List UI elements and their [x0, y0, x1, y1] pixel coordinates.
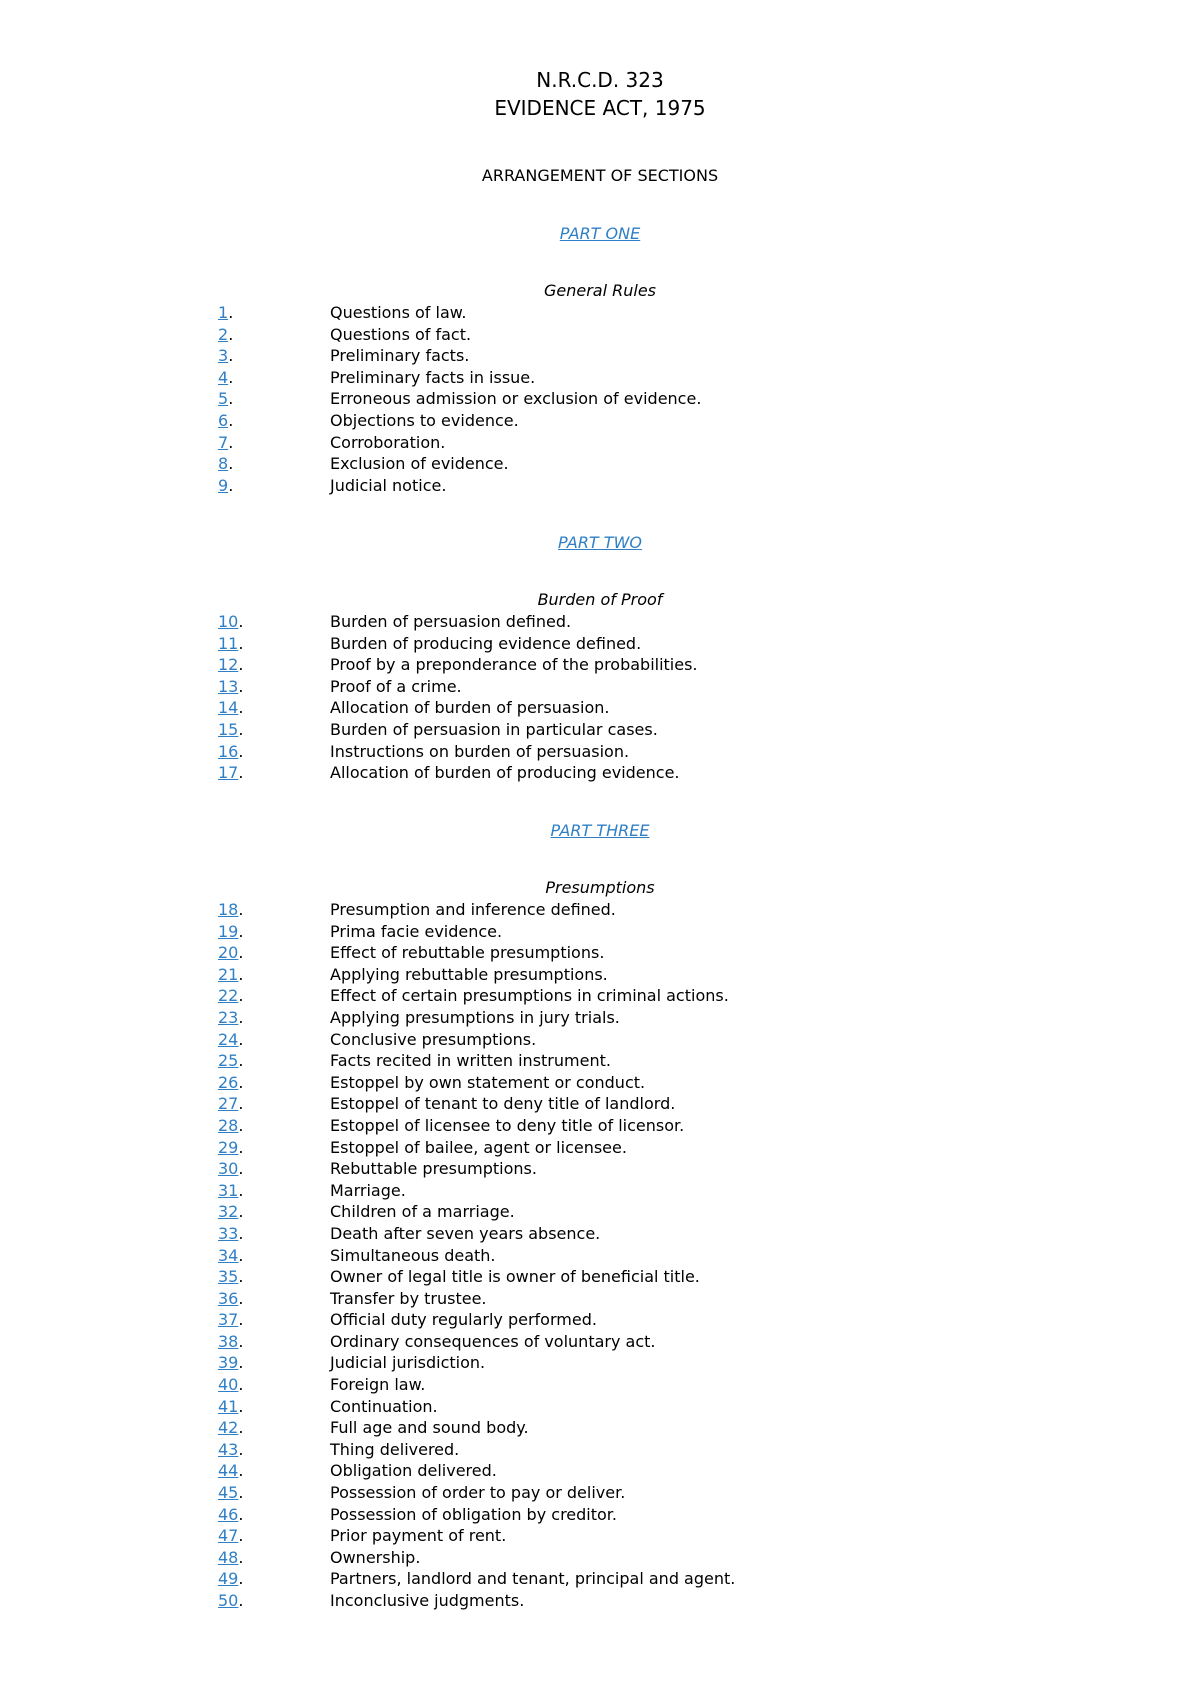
section-title: Exclusion of evidence. [330, 454, 509, 474]
section-title: Presumption and inference defined. [330, 900, 616, 919]
section-number: 47. [218, 1526, 244, 1546]
section-number-link[interactable]: 25 [218, 1051, 239, 1071]
section-title: Preliminary facts in issue. [330, 367, 536, 387]
section-row [218, 1180, 978, 1202]
section-row [218, 1266, 978, 1288]
section-row [218, 1396, 978, 1418]
section-number-link[interactable]: 4 [218, 367, 229, 387]
section-row [218, 1460, 978, 1482]
section-number-link[interactable]: 23 [218, 1007, 239, 1027]
section-number: 24. [218, 1029, 244, 1049]
section-number: 9. [218, 475, 234, 495]
section-title: Facts recited in written instrument. [330, 1051, 611, 1071]
section-row [218, 1029, 978, 1051]
section-number-link[interactable]: 31 [218, 1180, 239, 1200]
section-row [218, 1547, 978, 1569]
section-title: Possession of order to pay or deliver. [330, 1483, 626, 1503]
section-number: 42. [218, 1418, 244, 1438]
section-number: 32. [218, 1202, 244, 1222]
section-title: Questions of fact. [330, 324, 472, 344]
section-title: Burden of producing evidence defined. [330, 633, 642, 653]
section-number: 2. [218, 324, 234, 344]
section-number-link[interactable]: 22 [218, 986, 239, 1006]
section-row [218, 1374, 978, 1396]
section-number: 6. [218, 410, 234, 430]
section-row [218, 964, 978, 986]
section-row [218, 611, 978, 633]
section-number-link[interactable]: 6 [218, 410, 229, 430]
part-two-link[interactable]: PART TWO [558, 533, 642, 552]
section-number: 50. [218, 1591, 244, 1610]
section-row [218, 1072, 978, 1094]
section-title: Estoppel of bailee, agent or licensee. [330, 1137, 627, 1157]
section-number: 13. [218, 676, 244, 696]
section-number: 19. [218, 921, 244, 941]
section-title: Judicial notice. [330, 475, 447, 495]
section-number-link[interactable]: 40 [218, 1375, 239, 1395]
section-row [218, 324, 978, 346]
section-number: 11. [218, 633, 244, 653]
section-number: 36. [218, 1288, 244, 1308]
section-title: Inconclusive judgments. [330, 1591, 525, 1610]
section-row [218, 921, 978, 943]
act-number-title: N.R.C.D. 323 [536, 68, 664, 92]
section-title: Allocation of burden of producing evidence. [330, 763, 680, 783]
section-number: 41. [218, 1396, 244, 1416]
section-title: Official duty regularly performed. [330, 1310, 597, 1330]
section-row [218, 1223, 978, 1245]
section-number-link[interactable]: 20 [218, 943, 239, 963]
part-one-heading: General Rules [543, 281, 657, 300]
section-title: Thing delivered. [330, 1439, 460, 1459]
section-title: Judicial jurisdiction. [330, 1353, 486, 1373]
section-number: 49. [218, 1569, 244, 1589]
section-number-link[interactable]: 17 [218, 763, 239, 783]
section-number: 40. [218, 1375, 244, 1395]
section-number: 22. [218, 986, 244, 1006]
section-row [218, 654, 978, 676]
section-number: 34. [218, 1245, 244, 1265]
section-title: Applying rebuttable presumptions. [330, 964, 608, 984]
section-title: Burden of persuasion in particular cases. [330, 719, 658, 739]
section-title: Burden of persuasion defined. [330, 612, 572, 631]
section-title: Prima facie evidence. [330, 921, 503, 941]
part-three-heading: Presumptions [545, 878, 655, 897]
section-number: 28. [218, 1115, 244, 1135]
section-title: Allocation of burden of persuasion. [330, 698, 610, 718]
section-number-link[interactable]: 50 [218, 1591, 239, 1610]
part-two-heading: Burden of Proof [537, 590, 663, 609]
section-title: Effect of certain presumptions in criminal actions. [330, 986, 729, 1006]
section-number-link[interactable]: 9 [218, 475, 229, 495]
section-number: 18. [218, 900, 244, 919]
section-number-link[interactable]: 14 [218, 698, 239, 718]
section-number: 38. [218, 1331, 244, 1351]
section-title: Questions of law. [330, 303, 467, 322]
section-title: Objections to evidence. [330, 410, 519, 430]
section-number-link[interactable]: 46 [218, 1504, 239, 1524]
section-number-link[interactable]: 33 [218, 1223, 239, 1243]
section-number-link[interactable]: 12 [218, 655, 239, 675]
section-row [218, 1093, 978, 1115]
section-number-link[interactable]: 30 [218, 1159, 239, 1179]
section-row [218, 410, 978, 432]
section-row [218, 1115, 978, 1137]
part-three-link-wrapper [0, 821, 1200, 841]
section-number-link[interactable]: 43 [218, 1439, 239, 1459]
section-title: Corroboration. [330, 432, 446, 452]
section-number: 1. [218, 303, 234, 322]
section-number: 48. [218, 1547, 244, 1567]
section-row [218, 1504, 978, 1526]
section-number: 26. [218, 1072, 244, 1092]
section-title: Ownership. [330, 1547, 421, 1567]
section-number: 33. [218, 1223, 244, 1243]
section-number: 3. [218, 346, 234, 366]
part-two-section-list [218, 611, 978, 784]
section-number: 30. [218, 1159, 244, 1179]
section-number-link[interactable]: 15 [218, 719, 239, 739]
section-number: 20. [218, 943, 244, 963]
section-title: Continuation. [330, 1396, 438, 1416]
section-number-link[interactable]: 34 [218, 1245, 239, 1265]
section-row [218, 985, 978, 1007]
section-title: Obligation delivered. [330, 1461, 497, 1481]
section-row [218, 719, 978, 741]
section-number: 29. [218, 1137, 244, 1157]
section-row [218, 1331, 978, 1353]
section-number: 12. [218, 655, 244, 675]
section-title: Proof of a crime. [330, 676, 462, 696]
section-row [218, 345, 978, 367]
section-number-link[interactable]: 42 [218, 1418, 239, 1438]
section-number: 14. [218, 698, 244, 718]
section-number: 5. [218, 389, 234, 409]
section-number: 44. [218, 1461, 244, 1481]
section-number-link[interactable]: 13 [218, 676, 239, 696]
part-one-section-list [218, 302, 978, 496]
arrangement-heading: ARRANGEMENT OF SECTIONS [481, 166, 719, 185]
section-row [218, 1417, 978, 1439]
section-number-link[interactable]: 11 [218, 633, 239, 653]
section-title: Marriage. [330, 1180, 406, 1200]
section-number: 10. [218, 612, 244, 631]
section-number-link[interactable]: 49 [218, 1569, 239, 1589]
section-number-link[interactable]: 38 [218, 1331, 239, 1351]
section-title: Transfer by trustee. [330, 1288, 487, 1308]
section-row [218, 899, 978, 921]
section-row [218, 1482, 978, 1504]
section-number: 46. [218, 1504, 244, 1524]
section-title: Preliminary facts. [330, 346, 470, 366]
part-two-link-wrapper [0, 533, 1200, 553]
section-title: Conclusive presumptions. [330, 1029, 537, 1049]
section-number: 4. [218, 367, 234, 387]
section-row [218, 633, 978, 655]
section-row [218, 697, 978, 719]
section-title: Applying presumptions in jury trials. [330, 1007, 620, 1027]
section-number: 16. [218, 741, 244, 761]
section-number-link[interactable]: 41 [218, 1396, 239, 1416]
section-number: 8. [218, 454, 234, 474]
section-title: Full age and sound body. [330, 1418, 529, 1438]
section-title: Instructions on burden of persuasion. [330, 741, 630, 761]
section-number-link[interactable]: 36 [218, 1288, 239, 1308]
section-title: Owner of legal title is owner of beneficial title. [330, 1267, 700, 1287]
section-row [218, 942, 978, 964]
section-number: 31. [218, 1180, 244, 1200]
section-title: Erroneous admission or exclusion of evidence. [330, 389, 702, 409]
section-title: Proof by a preponderance of the probabilities. [330, 655, 698, 675]
section-row [218, 1590, 978, 1612]
section-row [218, 741, 978, 763]
section-number-link[interactable]: 28 [218, 1115, 239, 1135]
section-number-link[interactable]: 47 [218, 1526, 239, 1546]
section-number-link[interactable]: 27 [218, 1094, 239, 1114]
section-row [218, 302, 978, 324]
section-row [218, 1245, 978, 1267]
section-row [218, 762, 978, 784]
section-number-link[interactable]: 35 [218, 1267, 239, 1287]
section-number: 25. [218, 1051, 244, 1071]
section-number: 37. [218, 1310, 244, 1330]
section-row [218, 388, 978, 410]
section-title: Foreign law. [330, 1375, 426, 1395]
section-row [218, 676, 978, 698]
section-number: 15. [218, 719, 244, 739]
act-name-title: EVIDENCE ACT, 1975 [494, 96, 706, 120]
section-number-link[interactable]: 24 [218, 1029, 239, 1049]
section-row [218, 1439, 978, 1461]
section-number-link[interactable]: 26 [218, 1072, 239, 1092]
section-row [218, 1050, 978, 1072]
section-number: 27. [218, 1094, 244, 1114]
section-number: 35. [218, 1267, 244, 1287]
part-three-section-list [218, 899, 978, 1612]
section-number: 17. [218, 763, 244, 783]
section-number-link[interactable]: 8 [218, 454, 229, 474]
part-one-link[interactable]: PART ONE [559, 224, 641, 243]
section-number-link[interactable]: 48 [218, 1547, 239, 1567]
section-row [218, 1309, 978, 1331]
section-number-link[interactable]: 29 [218, 1137, 239, 1157]
section-number-link[interactable]: 32 [218, 1202, 239, 1222]
section-number-link[interactable]: 21 [218, 964, 239, 984]
section-row [218, 1288, 978, 1310]
section-title: Effect of rebuttable presumptions. [330, 943, 605, 963]
section-number-link[interactable]: 7 [218, 432, 229, 452]
section-number-link[interactable]: 19 [218, 921, 239, 941]
section-title: Simultaneous death. [330, 1245, 496, 1265]
section-number-link[interactable]: 2 [218, 324, 229, 344]
section-row [218, 1201, 978, 1223]
section-number: 21. [218, 964, 244, 984]
section-row [218, 1007, 978, 1029]
section-row [218, 1568, 978, 1590]
section-number-link[interactable]: 37 [218, 1310, 239, 1330]
section-number-link[interactable]: 16 [218, 741, 239, 761]
part-three-link[interactable]: PART THREE [550, 821, 650, 840]
section-title: Possession of obligation by creditor. [330, 1504, 617, 1524]
section-number-link[interactable]: 44 [218, 1461, 239, 1481]
part-one-link-wrapper [0, 224, 1200, 244]
section-number: 23. [218, 1007, 244, 1027]
section-number-link[interactable]: 5 [218, 389, 229, 409]
section-number-link[interactable]: 1 [218, 303, 229, 322]
section-row [218, 453, 978, 475]
section-title: Partners, landlord and tenant, principal and agent. [330, 1569, 736, 1589]
section-number-link[interactable]: 3 [218, 346, 229, 366]
section-number-link[interactable]: 18 [218, 900, 239, 919]
section-title: Death after seven years absence. [330, 1223, 601, 1243]
section-title: Estoppel of licensee to deny title of licensor. [330, 1115, 685, 1135]
section-number: 39. [218, 1353, 244, 1373]
section-title: Estoppel of tenant to deny title of landlord. [330, 1094, 676, 1114]
section-row [218, 367, 978, 389]
section-row [218, 1352, 978, 1374]
section-title: Children of a marriage. [330, 1202, 515, 1222]
section-row [218, 475, 978, 497]
section-number: 45. [218, 1483, 244, 1503]
section-number: 43. [218, 1439, 244, 1459]
section-row [218, 1158, 978, 1180]
section-title: Rebuttable presumptions. [330, 1159, 537, 1179]
section-row [218, 1525, 978, 1547]
section-number-link[interactable]: 10 [218, 612, 239, 631]
section-row [218, 1137, 978, 1159]
section-title: Prior payment of rent. [330, 1526, 507, 1546]
section-number: 7. [218, 432, 234, 452]
section-number-link[interactable]: 39 [218, 1353, 239, 1373]
section-number-link[interactable]: 45 [218, 1483, 239, 1503]
section-title: Ordinary consequences of voluntary act. [330, 1331, 656, 1351]
section-title: Estoppel by own statement or conduct. [330, 1072, 646, 1092]
section-row [218, 432, 978, 454]
